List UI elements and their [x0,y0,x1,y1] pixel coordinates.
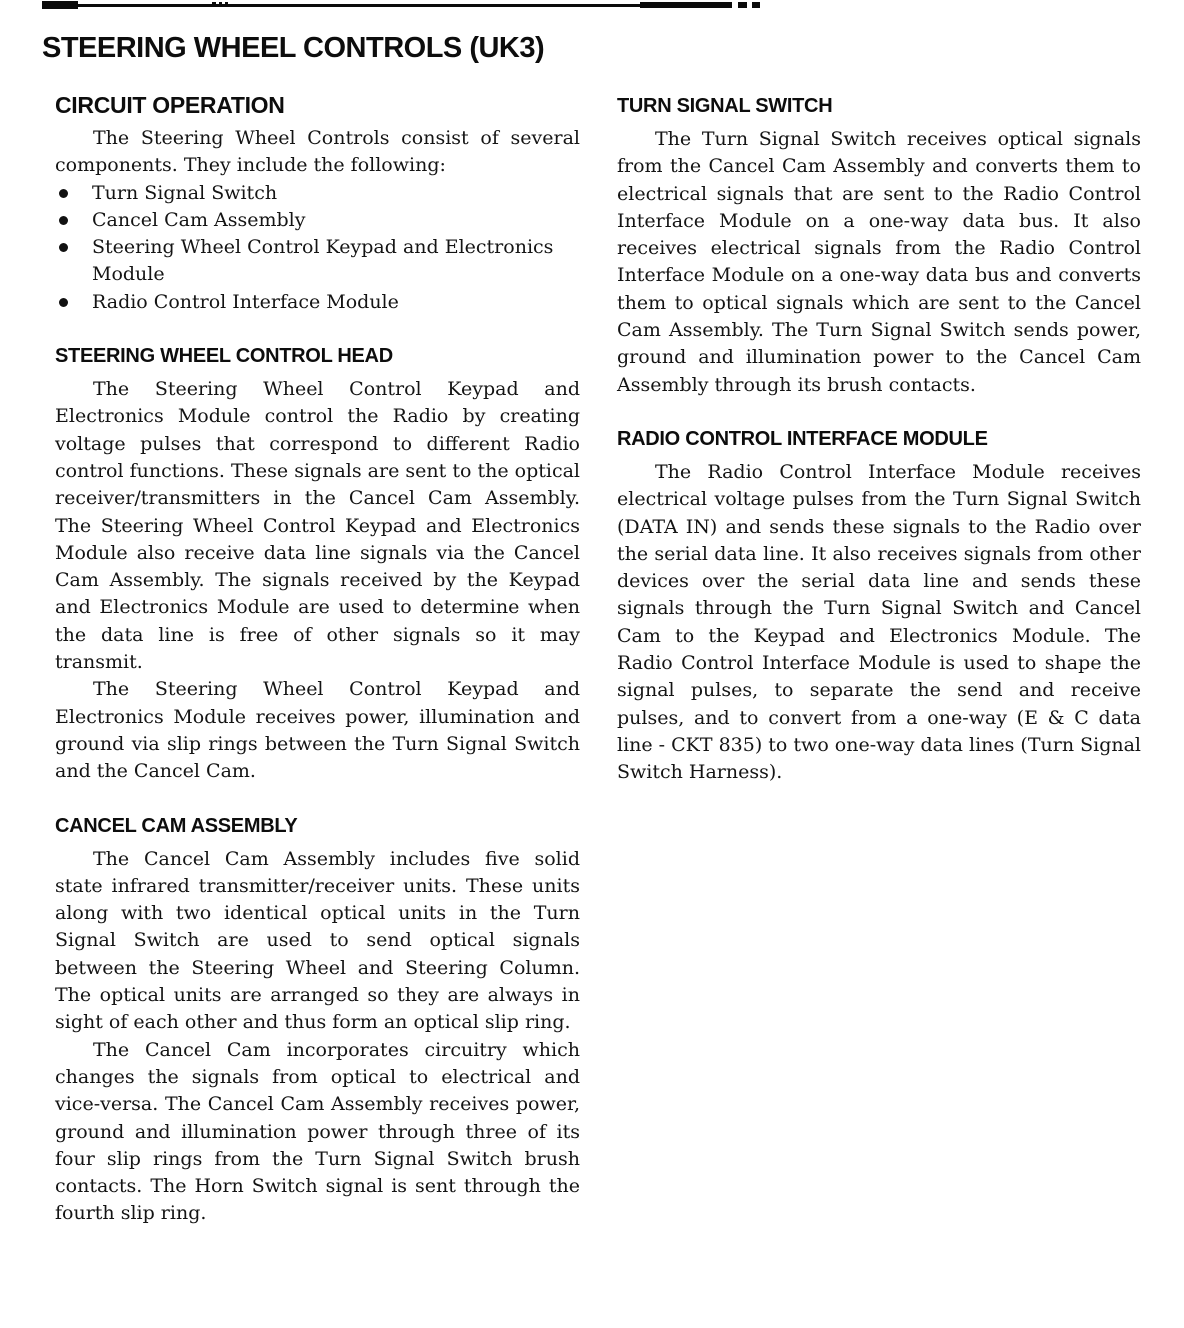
section-radio-control-interface-module [617,426,1141,787]
cancel-cam-assembly-heading: CANCEL CAM ASSEMBLY [55,814,298,837]
bullet-icon [59,189,68,198]
right-column [617,91,1141,1228]
circuit-operation-heading: CIRCUIT OPERATION [55,92,285,118]
two-column-layout [55,91,1184,1228]
section-cancel-cam-assembly [55,813,580,1228]
circuit-operation-intro-paragraph: The Steering Wheel Controls consist of several components. They include the following: [55,127,580,177]
bullet-item [55,289,580,316]
bullet-item [55,207,580,234]
rule-mark [225,2,228,6]
bullet-icon [59,243,68,252]
rule-mark [640,2,732,8]
turn-signal-switch-paragraph: The Turn Signal Switch receives optical signals from the Cancel Cam Assembly and converts them to electrical signals that are sent to the Radio Control Interface Module on a one-way data bus. It also receives electrical signals from the Radio Control Interface Module on a one-way data bus and converts them to optical signals which are sent to the Cancel Cam Assembly. The Turn Signal Switch sends power, ground and illumination power to the Cancel Cam Assembly through its brush contacts. [617,128,1141,396]
steering-wheel-control-head-paragraph-1: The Steering Wheel Control Keypad and Electronics Module control the Radio by creating voltage pulses that correspond to different Radio control functions. These signals are sent to the optical receiver/transmitters in the Cancel Cam Assembly. The Steering Wheel Control Keypad and Electronics Module also receive data line signals via the Cancel Cam Assembly. The signals received by the Keypad and Electronics Module are used to determine when the data line is free of other signals so it may transmit. [55,378,580,674]
page-title: STEERING WHEEL CONTROLS (UK3) [42,32,545,64]
section-turn-signal-switch [617,93,1141,399]
bullet-item [55,180,580,207]
turn-signal-switch-heading: TURN SIGNAL SWITCH [617,95,833,117]
left-column [55,91,580,1228]
bullet-label: Steering Wheel Control Keypad and Electronics Module [92,236,554,286]
bullet-label: Radio Control Interface Module [92,290,399,313]
rule-mark [738,2,747,8]
bullet-item [55,234,580,289]
cancel-cam-assembly-paragraph-2: The Cancel Cam incorporates circuitry which changes the signals from optical to electrical and vice-versa. The Cancel Cam Assembly receives power, ground and illumination power through three of its four slip rings from the Turn Signal Switch brush contacts. The Horn Switch signal is sent through the fourth slip ring. [55,1038,580,1225]
bullet-label: Cancel Cam Assembly [92,208,306,231]
rule-mark [752,2,760,8]
rule-mark [212,2,216,6]
steering-wheel-control-head-paragraph-2: The Steering Wheel Control Keypad and Electronics Module receives power, illumination and ground via slip rings between the Turn Signal Switch and the Cancel Cam. [55,678,580,783]
radio-control-interface-module-heading: RADIO CONTROL INTERFACE MODULE [617,427,988,450]
rule-line [42,4,730,7]
radio-control-interface-module-paragraph: The Radio Control Interface Module receives electrical voltage pulses from the Turn Signal Switch (DATA IN) and sends these signals to the Radio over the serial data line. It also receives signals from other devices over the serial data line and sends these signals through the Turn Signal Switch and Cancel Cam to the Keypad and Electronics Module. The Radio Control Interface Module is used to shape the signal pulses, to separate the send and receive pulses, and to convert from a one-way (E & C data line - CKT 835) to two one-way data lines (Turn Signal Switch Harness). [617,460,1141,784]
cancel-cam-assembly-paragraph-1: The Cancel Cam Assembly includes five solid state infrared transmitter/receiver units. These units along with two identical optical units in the Turn Signal Switch are used to send optical signals between the Steering Wheel and Steering Column. The optical units are arranged so they are always in sight of each other and thus form an optical slip ring. [55,847,580,1034]
components-bullet-list [55,180,580,316]
bullet-icon [59,298,68,307]
bullet-icon [59,216,68,225]
rule-mark [42,1,78,9]
section-steering-wheel-control-head [55,343,580,785]
section-circuit-operation [55,91,580,316]
bullet-label: Turn Signal Switch [92,181,278,204]
steering-wheel-control-head-heading: STEERING WHEEL CONTROL HEAD [55,345,393,368]
rule-mark [219,2,222,6]
